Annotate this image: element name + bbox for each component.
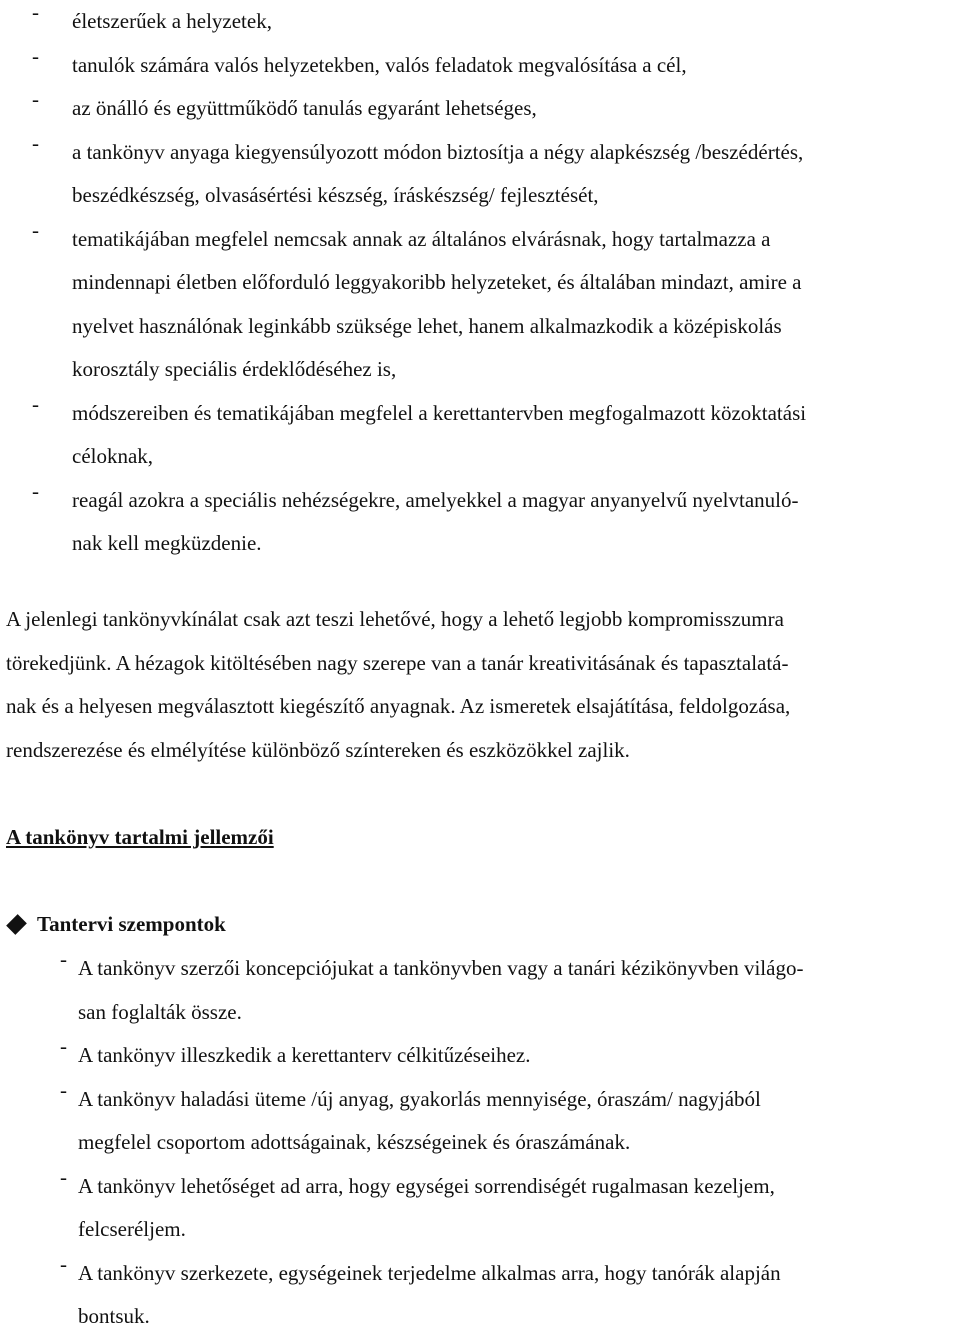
list-item-line: a tankönyv anyaga kiegyensúlyozott módon biztosítja a négy alapkészség /beszédértés,: [72, 139, 804, 164]
subsection-heading-text: Tantervi szempontok: [37, 912, 226, 936]
dash-marker: -: [32, 87, 39, 111]
list-item: [0, 131, 960, 218]
dash-marker: -: [60, 1164, 67, 1189]
list-item: [0, 0, 960, 44]
criteria-list: [0, 0, 960, 566]
list-item-line: beszédkészség, olvasásértési készség, íráskészség/ fejlesztését,: [72, 183, 599, 207]
dash-marker: -: [32, 391, 39, 416]
curriculum-criteria-list: [0, 947, 960, 1339]
dash-marker: -: [32, 130, 39, 155]
paragraph-line: rendszerezése és elmélyítése különböző színtereken és eszközökkel zajlik.: [6, 737, 630, 762]
dash-marker: -: [60, 1251, 67, 1276]
list-item-line: megfelel csoportom adottságainak, készségeinek és óraszámának.: [78, 1130, 631, 1154]
section-heading: A tankönyv tartalmi jellemzői: [6, 825, 274, 849]
dash-marker: -: [32, 478, 39, 503]
paragraph-line: nak és a helyesen megválasztott kiegészítő anyagnak. Az ismeretek elsajátítása, feldolgozása,: [6, 694, 791, 718]
list-item-line: reagál azokra a speciális nehézségekre, amelyekkel a magyar anyanyelvű nyelvtanuló-: [72, 487, 799, 512]
list-item: [0, 1078, 960, 1165]
list-item-line: módszereiben és tematikájában megfelel a kerettantervben megfogalmazott közoktatási: [72, 400, 807, 425]
list-item: [0, 87, 960, 131]
list-item-line: A tankönyv haladási üteme /új anyag, gyakorlás mennyisége, óraszám/ nagyjából: [78, 1086, 761, 1111]
list-item: [0, 218, 960, 392]
list-item-line: tanulók számára valós helyzetekben, valós feladatok megvalósítása a cél,: [72, 52, 687, 77]
list-item-line: nak kell megküzdenie.: [72, 531, 262, 555]
list-item: [0, 1252, 960, 1339]
list-item: [0, 479, 960, 566]
list-item-line: A tankönyv illeszkedik a kerettanterv célkitűzéseihez.: [78, 1043, 531, 1067]
dash-marker: -: [60, 1077, 67, 1102]
list-item-line: céloknak,: [72, 444, 154, 468]
dash-marker: -: [32, 217, 39, 242]
body-paragraph: [6, 598, 956, 772]
list-item: [0, 392, 960, 479]
diamond-bullet-icon: [6, 914, 27, 935]
list-item-line: A tankönyv lehetőséget ad arra, hogy egységei sorrendiségét rugalmasan kezeljem,: [78, 1173, 775, 1198]
subsection-heading: [6, 903, 226, 947]
list-item-line: korosztály speciális érdeklődéséhez is,: [72, 357, 397, 381]
dash-marker: -: [32, 43, 39, 68]
list-item: [0, 1165, 960, 1252]
list-item: [0, 44, 960, 88]
list-item-line: tematikájában megfelel nemcsak annak az általános elvárásnak, hogy tartalmazza a: [72, 226, 771, 251]
dash-marker: -: [60, 947, 67, 971]
list-item-line: felcseréljem.: [78, 1217, 186, 1241]
dash-marker: -: [32, 0, 39, 24]
list-item-line: az önálló és együttműködő tanulás egyaránt lehetséges,: [72, 96, 537, 120]
list-item-line: A tankönyv szerkezete, egységeinek terjedelme alkalmas arra, hogy tanórák alapján: [78, 1260, 781, 1285]
paragraph-line: A jelenlegi tankönyvkínálat csak azt teszi lehetővé, hogy a lehető legjobb kompromisszumra: [6, 607, 784, 631]
list-item-line: életszerűek a helyzetek,: [72, 9, 272, 33]
list-item: [0, 1034, 960, 1078]
list-item: [0, 947, 960, 1034]
dash-marker: -: [60, 1034, 67, 1058]
paragraph-line: törekedjünk. A hézagok kitöltésében nagy szerepe van a tanár kreativitásának és tapasztalatá-: [6, 650, 789, 675]
list-item-line: A tankönyv szerzői koncepciójukat a tankönyvben vagy a tanári kézikönyvben világo-: [78, 956, 804, 980]
list-item-line: bontsuk.: [78, 1304, 150, 1328]
list-item-line: san foglalták össze.: [78, 999, 242, 1024]
list-item-line: mindennapi életben előforduló leggyakoribb helyzeteket, és általában mindazt, amire a: [72, 270, 802, 294]
list-item-line: nyelvet használónak leginkább szüksége lehet, hanem alkalmazkodik a középiskolás: [72, 313, 782, 338]
